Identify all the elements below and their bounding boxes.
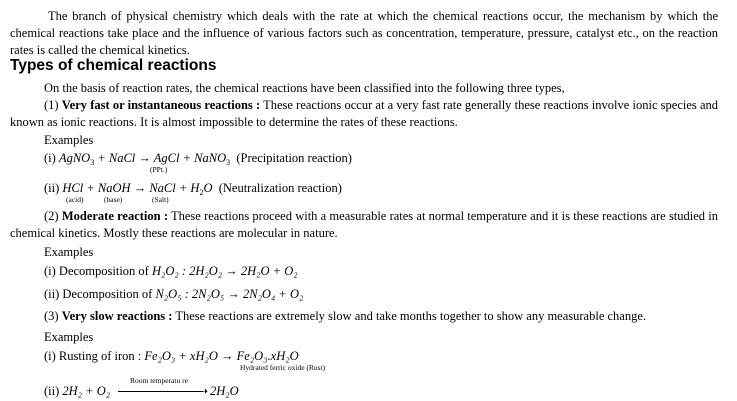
equation: N₂O₅ : 2N₂O₅ → 2N₂O₄ + O₂ (155, 287, 304, 301)
example-text: (ii) (44, 384, 63, 398)
example-number: (ii) (44, 181, 60, 195)
section-heading: Types of chemical reactions (10, 57, 217, 74)
type3-number: (3) (44, 309, 62, 323)
intro-paragraph: The branch of physical chemistry which deals with the rate at which the chemical reactions occur, the mechanism by which the chemical reactions take place and the influence of various factors such as concentration, temperature, pressure, catalyst etc., on the reaction rates is called the chemical kinetics. (10, 9, 718, 57)
type2-text: These reactions proceed with a measurable rates at normal temperature and it is these reactions are studied in chemical kinetics. Mostly these reactions are molecular in nature. (10, 209, 718, 240)
examples-label-2: Examples (44, 245, 94, 259)
salt-label: (Salt) (152, 195, 169, 204)
reaction-type-note: (Neutralization reaction) (218, 181, 342, 195)
example-n2o5 (44, 286, 303, 302)
type3-text: These reactions are extremely slow and take months together to show any measurable change. (172, 309, 647, 323)
arrow-head-icon: ➝ (198, 384, 209, 398)
equation-part: HCl + NaOH → NaCl + H (62, 181, 200, 195)
equation: Fe₂O₃ + xH₂O → Fe₂O₃.xH₂O (144, 349, 299, 363)
equation-part: O (203, 181, 213, 195)
equation-products: 2H₂O (210, 384, 239, 398)
example-precipitation (44, 150, 352, 171)
base-label: (base) (104, 195, 123, 204)
equation-subscript: 3 (226, 158, 231, 167)
type2-paragraph (10, 208, 718, 242)
example-text: (i) Decomposition of (44, 264, 152, 278)
equation-part: AgNO (58, 151, 91, 165)
example-rusting (44, 348, 299, 364)
examples-label-3: Examples (44, 330, 94, 344)
examples-label-1: Examples (44, 133, 94, 147)
equation-subscript: 3 (90, 158, 95, 167)
basis-text: On the basis of reaction rates, the chemical reactions have been classified into the following three types, (44, 81, 565, 95)
rust-label: Hydrated ferric oxide (Rust) (240, 363, 326, 372)
equation: H₂O₂ : 2H₂O₂ → 2H₂O + O₂ (151, 264, 298, 278)
example-neutralization (44, 180, 342, 201)
equation-part: + NaCl → AgCl + NaNO (94, 151, 227, 165)
type3-title: Very slow reactions : (61, 309, 173, 323)
type1-title: Very fast or instantaneous reactions : (61, 98, 261, 112)
example-number: (i) (44, 151, 56, 165)
reaction-type-note: (Precipitation reaction) (236, 151, 352, 165)
acid-label: (acid) (66, 195, 84, 204)
type1-text: These reactions occur at a very fast rate generally these reactions involve ionic species and known as ionic reactions. It is almost impossible to determine the rates of these reactions. (10, 98, 719, 129)
precipitate-label: (PPt.) (150, 165, 168, 174)
equation-reactants: 2H₂ + O₂ (62, 384, 111, 398)
example-water (44, 383, 110, 399)
example-h2o2 (44, 263, 298, 279)
type1-number: (1) (44, 98, 62, 112)
type2-title: Moderate reaction : (61, 209, 168, 223)
example-text: (i) Rusting of iron : (44, 349, 145, 363)
type1-paragraph (10, 97, 718, 131)
arrow-line (118, 391, 203, 392)
example-text: (ii) Decomposition of (44, 287, 156, 301)
type3-paragraph (44, 308, 646, 324)
condition-label: Room temperatu re (130, 376, 188, 385)
type2-number: (2) (44, 209, 62, 223)
equation-subscript: 2 (199, 188, 204, 197)
